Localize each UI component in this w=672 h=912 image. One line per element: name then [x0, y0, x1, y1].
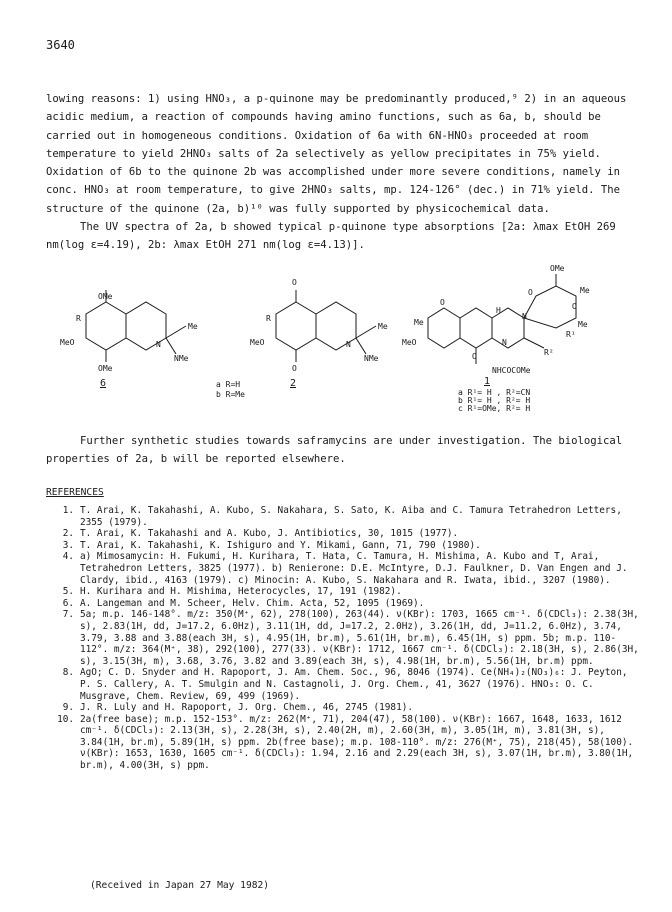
compound-1-atom: Me: [578, 320, 588, 329]
references-heading: REFERENCES: [46, 487, 104, 498]
compound-1-label: 1: [484, 376, 491, 387]
compound-6-atom: N: [156, 340, 161, 349]
reference-text: AgO; C. D. Snyder and H. Rapoport, J. Am. Chem. Soc., 96, 8046 (1974). Ce(NH₄)₂(NO₃)₆: J. Peyton, P. S. Callery, A. T. Smulgin and N. Castagnoli, J. Org. Chem., 41, 3627 (1976). HNO₃: O. C. Musgrave, Chem. Review, 69, 499 (1969).: [80, 667, 628, 702]
reference-text: T. Arai, K. Takahashi and A. Kubo, J. Antibiotics, 30, 1015 (1977).: [80, 528, 459, 540]
reference-number: 2.: [62, 528, 74, 540]
page-number: 3640: [46, 38, 75, 52]
compound-6-atom: MeO: [60, 338, 75, 347]
body-text: [46, 90, 631, 255]
reference-text: J. R. Luly and H. Rapoport, J. Org. Chem., 46, 2745 (1981).: [80, 702, 414, 714]
reference-number: 6.: [62, 597, 74, 609]
body-paragraph: The UV spectra of 2a, b showed typical p-quinone type absorptions [2a: λmax EtOH 269 nm(log ε=4.19), 2b: λmax EtOH 271 nm(log ε=4.13)].: [46, 221, 616, 252]
structures-figure: [46, 262, 636, 412]
compound-6-atom: OMe: [98, 292, 113, 301]
compound-1-atom: Me: [580, 286, 590, 295]
compound-1-atom: R¹: [566, 330, 576, 339]
reference-item: [46, 505, 641, 528]
compound-1-atom: R²: [544, 348, 554, 357]
ring-bond: [428, 308, 460, 348]
compound-6-substituent: a R=H: [216, 380, 241, 389]
compound-2-atom: O: [292, 278, 297, 287]
compound-1-atom: H: [496, 306, 501, 315]
compound-6-atom: R: [76, 314, 81, 323]
compound-1-atom: O: [472, 352, 477, 361]
reference-item: [46, 609, 641, 667]
reference-text: a) Mimosamycin: H. Fukumi, H. Kurihara, T. Hata, C. Tamura, H. Mishima, A. Kubo and T, Arai, Tetrahedron Letters, 3825 (1977). b) Renierone: D.E. McIntyre, D.J. Faulkner, D. Van Engen and J. Clardy, ibid., 4163 (1979). c) Minocin: A. Kubo, S. Nakahara and R. Iwata, ibid., 3207 (1980).: [80, 551, 628, 586]
compound-1-atom: MeO: [402, 338, 417, 347]
compound-1-substituent: c R¹=OMe, R²= H: [458, 404, 531, 413]
bond: [524, 338, 544, 348]
compound-1-substituent: b R¹= H , R²= H: [458, 396, 531, 405]
reference-item: [46, 714, 641, 772]
bond: [166, 326, 186, 338]
ring-bond: [86, 302, 126, 350]
compound-2-atom: R: [266, 314, 271, 323]
reference-number: 3.: [62, 539, 74, 551]
reference-text: H. Kurihara and H. Mishima, Heterocycles, 17, 191 (1982).: [80, 586, 402, 598]
compound-2-label: 2: [290, 378, 297, 389]
compound-2-atom: O: [292, 364, 297, 373]
reference-number: 10.: [57, 713, 74, 725]
compound-2-atom: MeO: [250, 338, 265, 347]
reference-text: A. Langeman and M. Scheer, Helv. Chim. Acta, 52, 1095 (1969).: [80, 597, 425, 609]
reference-number: 5.: [62, 586, 74, 598]
reference-number: 4.: [62, 551, 74, 563]
compound-6-substituent: b R=Me: [216, 390, 245, 399]
reference-number: 8.: [62, 667, 74, 679]
compound-6-label: 6: [100, 378, 107, 389]
reference-item: [46, 667, 641, 702]
compound-1-atom: O: [528, 288, 533, 297]
ring-bond: [276, 302, 316, 350]
compound-6-atom: Me: [188, 322, 198, 331]
bond: [166, 338, 176, 354]
bond: [356, 326, 376, 338]
reference-text: T. Arai, K. Takahashi, K. Ishiguro and Y. Mikami, Gann, 71, 790 (1980).: [80, 539, 481, 551]
bond: [356, 338, 366, 354]
reference-item: [46, 702, 641, 714]
compound-2-atom: N: [346, 340, 351, 349]
compound-1-substituent: a R¹= H , R²=CN: [458, 388, 531, 397]
references-list: [46, 505, 641, 772]
ring-bond: [460, 308, 492, 348]
reference-item: [46, 551, 641, 586]
reference-number: 1.: [62, 505, 74, 516]
compound-2-atom: Me: [378, 322, 388, 331]
reference-number: 7.: [62, 609, 74, 621]
compound-2-atom: NMe: [364, 354, 379, 363]
reference-item: [46, 586, 641, 598]
reference-item: [46, 528, 641, 540]
compound-1-atom: OMe: [550, 264, 565, 273]
reference-item: [46, 540, 641, 552]
further-paragraph: Further synthetic studies towards saframycins are under investigation. The biological properties of 2a, b will be reported elsewhere.: [46, 435, 623, 466]
compound-1-atom: O: [572, 302, 577, 311]
body-paragraph: lowing reasons: 1) using HNO₃, a p-quinone may be predominantly produced,⁹ 2) in an aqueous acidic medium, a reaction of compounds having amino functions, such as 6a, b, should be carried out in homogeneous conditions. Oxidation of 6a with 6N-HNO₃ proceeded at room temperature to yield 2HNO₃ salts of 2a selectively as yellow precipitates in 75% yield. Oxidation of 6b to the quinone 2b was accomplished under more severe conditions, namely in conc. HNO₃ at room temperature, to give 2HNO₃ salts, mp. 124-126° (dec.) in 71% yield. The structure of the quinone (2a, b)¹⁰ was fully supported by physicochemical data.: [46, 93, 627, 215]
structures-drawing: [46, 262, 636, 412]
compound-1-atom: Me: [414, 318, 424, 327]
compound-1-atom: O: [440, 298, 445, 307]
received-date: (Received in Japan 27 May 1982): [90, 880, 270, 891]
reference-text: 2a(free base); m.p. 152-153°. m/z: 262(M⁺, 71), 204(47), 58(100). ν(KBr): 1667, 1648, 1633, 1612 cm⁻¹. δ(CDCl₃): 2.13(3H, s), 2.28(3H, s), 2.40(2H, m), 2.60(3H, m), 3.05(1H, m), 3.81(3H, s), 3.84(1H, br.m), 5.89(1H, s) ppm. 2b(free base); m.p. 108-110°. m/z: 276(M⁺, 75), 218(45), 58(100). ν(KBr): 1653, 1630, 1605 cm⁻¹. δ(CDCl₃): 1.94, 2.16 and 2.29(each 3H, s), 3.07(1H, br.m), 3.80(1H, br.m), 4.00(3H, s) ppm.: [80, 713, 634, 772]
compound-6-atom: OMe: [98, 364, 113, 373]
reference-number: 9.: [62, 702, 74, 714]
compound-6-atom: NMe: [174, 354, 189, 363]
reference-item: [46, 598, 641, 610]
reference-text: 5a; m.p. 146-148°. m/z: 350(M⁺, 62), 278(100), 263(44). ν(KBr): 1703, 1665 cm⁻¹. δ(CDCl₃): 2.38(3H, s), 2.83(1H, dd, J=17.2, 6.0Hz), 3.11(1H, dd, J=17.2, 2.0Hz), 3.26(1H, dd, J=11.2, 6.0Hz), 3.74, 3.79, 3.88 and 3.88(each 3H, s), 4.95(1H, br.m), 5.61(1H, br.m), 6.45(1H, s) ppm. 5b; m.p. 110-112°. m/z: 364(M⁺, 38), 292(100), 277(33). ν(KBr): 1712, 1667 cm⁻¹. δ(CDCl₃): 2.18(3H, s), 2.86(3H, s), 3.15(3H, m), 3.68, 3.76, 3.82 and 3.89(each 3H, s), 4.98(1H, br.m), 5.56(1H, br.m) ppm.: [80, 609, 639, 667]
compound-1-atom: N: [522, 312, 527, 321]
compound-1-atom: N: [502, 338, 507, 347]
reference-text: T. Arai, K. Takahashi, A. Kubo, S. Nakahara, S. Sato, K. Aiba and C. Tamura Tetrahedron Letters, 2355 (1979).: [80, 505, 622, 528]
compound-1-atom: NHCOCOMe: [492, 366, 531, 375]
